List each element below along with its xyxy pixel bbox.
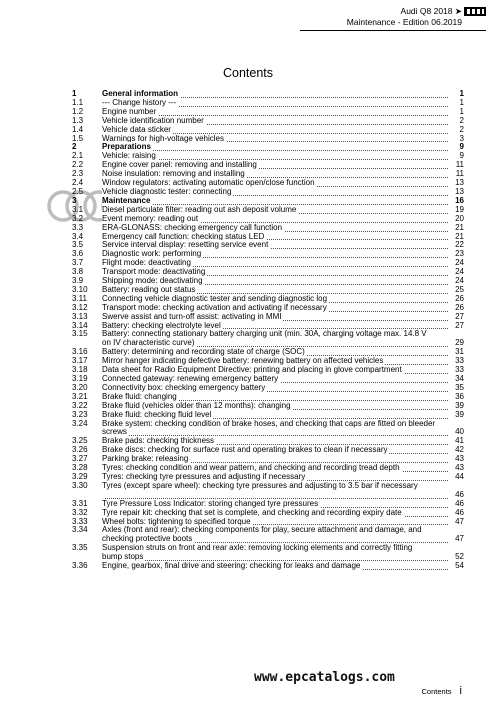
toc-entry-number: 3.4 xyxy=(72,231,84,241)
toc-entry-label-continued: checking protective boots xyxy=(102,534,193,544)
toc-entry-label: Battery: checking electrolyte level xyxy=(102,320,221,330)
toc-entry-number: 1.5 xyxy=(72,133,84,143)
toc-entry-number: 3.20 xyxy=(72,382,88,392)
toc-entry-number: 3.24 xyxy=(72,418,88,428)
toc-entry[interactable] xyxy=(72,526,464,544)
toc-entry-label-continued xyxy=(102,490,104,499)
toc-entry-number: 3.10 xyxy=(72,284,88,294)
toc-entry-label-continued: on IV characteristic curve) xyxy=(102,338,195,348)
toc-entry-label: Transport mode: checking activation and activating if necessary xyxy=(102,302,327,312)
toc-entry-label: Brake pads: checking thickness xyxy=(102,436,215,446)
toc-entry-label: Shipping mode: deactivating xyxy=(102,276,203,286)
toc-entry-label: Data sheet for Radio Equipment Directive: printing and placing in glove compartment xyxy=(102,365,402,375)
toc-entry-number: 1.3 xyxy=(72,115,84,125)
toc-entry-label: Preparations xyxy=(102,142,151,152)
toc-entry-label: ERA-GLONASS: checking emergency call function xyxy=(102,222,283,232)
toc-entry-label: Engine, gearbox, final drive and steering: checking for leaks and damage xyxy=(102,561,361,571)
toc-entry-label: Event memory: reading out xyxy=(102,213,199,223)
header xyxy=(347,6,462,28)
toc-entry-page: 36 xyxy=(448,393,464,402)
toc-entry-number: 3 xyxy=(72,195,77,205)
toc-entry-number: 3.7 xyxy=(72,258,84,268)
toc-entry-number: 3.9 xyxy=(72,276,84,286)
toc-entry-page: 16 xyxy=(448,197,464,206)
toc-entry-number: 3.23 xyxy=(72,409,88,419)
toc-entry-number: 2.2 xyxy=(72,160,84,170)
toc-entry-label: Axles (front and rear): checking components for play, secure attachment and damage, and xyxy=(102,525,422,535)
toc-entry-label: Warnings for high-voltage vehicles xyxy=(102,133,224,143)
website-watermark: www.epcatalogs.com xyxy=(254,670,395,685)
toc-entry-page: 40 xyxy=(448,428,464,437)
toc-entry-page: 42 xyxy=(448,446,464,455)
toc-entry-page: 25 xyxy=(448,286,464,295)
toc-entry-label: Vehicle diagnostic tester: connecting xyxy=(102,186,232,196)
toc-entry-page: 46 xyxy=(448,491,464,500)
toc-entry-page: 24 xyxy=(448,259,464,268)
toc-entry-number: 3.21 xyxy=(72,391,88,401)
toc-entry-page: 43 xyxy=(448,455,464,464)
toc-entry-page: 2 xyxy=(448,126,464,135)
toc-entry-label: Wheel bolts: tightening to specified torque xyxy=(102,516,251,526)
toc-entry-number: 3.11 xyxy=(72,293,87,303)
toc-entry-page: 9 xyxy=(448,152,464,161)
toc-entry-number: 3.34 xyxy=(72,525,88,535)
toc-entry-page: 9 xyxy=(448,143,464,152)
toc-entry-page: 54 xyxy=(448,562,464,571)
audi-badge-icon xyxy=(464,7,486,16)
toc-entry-label: Transport mode: deactivating xyxy=(102,267,206,277)
toc-entry-number: 3.8 xyxy=(72,267,84,277)
toc-entry-page: 33 xyxy=(448,357,464,366)
toc-entry-number: 3.3 xyxy=(72,222,84,232)
toc-entry-page: 11 xyxy=(448,161,464,170)
toc-entry-page: 47 xyxy=(448,518,464,527)
toc-entry-page: 19 xyxy=(448,206,464,215)
toc-entry-label: Noise insulation: removing and installing xyxy=(102,169,245,179)
toc-entry[interactable] xyxy=(72,562,464,571)
toc-entry-page: 52 xyxy=(448,553,464,562)
toc-entry-number: 3.22 xyxy=(72,400,88,410)
toc-entry-label: Battery: connecting stationary battery charging unit (min. 30A, charging voltage max. 14.8 V xyxy=(102,329,427,339)
toc-entry-label: Tyres: checking condition and wear pattern, and checking and recording tread depth xyxy=(102,463,400,473)
toc-entry-label: Connectivity box: checking emergency battery xyxy=(102,382,266,392)
toc-entry-page: 26 xyxy=(448,304,464,313)
toc-entry-number: 3.33 xyxy=(72,516,88,526)
toc-entry-page: 39 xyxy=(448,411,464,420)
toc-entry-label: Window regulators: activating automatic open/close function xyxy=(102,178,315,188)
table-of-contents xyxy=(72,90,464,571)
toc-entry-page: 29 xyxy=(448,339,464,348)
toc-entry-page: 46 xyxy=(448,509,464,518)
toc-entry-label: Battery: reading out status xyxy=(102,284,196,294)
toc-entry-label: Service interval display: resetting service event xyxy=(102,240,269,250)
toc-entry-label: Tyre Pressure Loss Indicator: storing changed tyre pressures xyxy=(102,498,319,508)
toc-entry-label: Suspension struts on front and rear axle: removing locking elements and correctly fitting xyxy=(102,543,413,553)
toc-entry-page: 34 xyxy=(448,375,464,384)
toc-entry-page: 41 xyxy=(448,437,464,446)
toc-entry-label-continued: bump stops xyxy=(102,552,144,562)
toc-entry-number: 2.5 xyxy=(72,186,84,196)
toc-entry-label: Swerve assist and turn-off assist: activating in MMI xyxy=(102,311,282,321)
toc-entry-page: 27 xyxy=(448,322,464,331)
toc-entry-page: 3 xyxy=(448,135,464,144)
footer-section: Contents xyxy=(421,687,452,696)
toc-entry-page: 13 xyxy=(448,179,464,188)
toc-entry-label: Battery: determining and recording state of charge (SOC) xyxy=(102,347,305,357)
toc-entry-page: 1 xyxy=(448,90,464,99)
toc-entry-number: 3.14 xyxy=(72,320,88,330)
toc-entry-label: Brake discs: checking for surface rust and operating brakes to clean if necessary xyxy=(102,445,388,455)
toc-entry-number: 3.2 xyxy=(72,213,84,223)
toc-entry-label: Vehicle identification number xyxy=(102,115,204,125)
toc-entry-number: 3.36 xyxy=(72,561,88,571)
toc-entry-page: 21 xyxy=(448,233,464,242)
toc-entry-number: 1.2 xyxy=(72,106,84,116)
toc-entry-page: 31 xyxy=(448,348,464,357)
toc-entry-label: Brake fluid (vehicles older than 12 months): changing xyxy=(102,400,291,410)
toc-entry-number: 3.19 xyxy=(72,374,88,383)
toc-entry-label: Diagnostic work: performing xyxy=(102,249,202,259)
toc-entry-number: 3.30 xyxy=(72,480,88,490)
toc-entry-page: 13 xyxy=(448,188,464,197)
toc-entry-number: 3.6 xyxy=(72,249,84,259)
toc-entry-label: Brake system: checking condition of brake hoses, and checking that caps are fitted on bleeder xyxy=(102,418,436,428)
toc-entry-label: Maintenance xyxy=(102,195,151,205)
toc-entry-label: Brake fluid: checking fluid level xyxy=(102,409,212,419)
toc-entry-label-continued: screws xyxy=(102,427,127,437)
toc-entry-number: 2 xyxy=(72,142,77,152)
toc-entry-label: Parking brake: releasing xyxy=(102,454,189,464)
toc-entry-number: 3.16 xyxy=(72,347,88,357)
toc-entry-label: Diesel particulate filter: reading out ash deposit volume xyxy=(102,204,297,214)
toc-entry[interactable] xyxy=(72,544,464,562)
toc-entry[interactable] xyxy=(72,330,464,348)
toc-entry-number: 2.4 xyxy=(72,178,84,188)
toc-entry-page: 35 xyxy=(448,384,464,393)
toc-entry-page: 33 xyxy=(448,366,464,375)
toc-entry-label: General information xyxy=(102,89,179,98)
toc-entry-label: Connecting vehicle diagnostic tester and sending diagnostic log xyxy=(102,293,328,303)
toc-entry-label: Vehicle: raising xyxy=(102,151,156,161)
toc-entry-number: 3.25 xyxy=(72,436,88,446)
toc-entry-label: Flight mode: deactivating xyxy=(102,258,191,268)
toc-entry-label: Tyres: checking tyre pressures and adjusting if necessary xyxy=(102,471,306,481)
toc-entry-page: 44 xyxy=(448,473,464,482)
toc-entry-page: 23 xyxy=(448,250,464,259)
toc-entry-page: 22 xyxy=(448,241,464,250)
toc-entry-page: 11 xyxy=(448,170,464,179)
toc-entry-number: 2.1 xyxy=(72,151,84,161)
toc-entry-page: 43 xyxy=(448,464,464,473)
toc-entry-number: 3.5 xyxy=(72,240,84,250)
toc-entry[interactable] xyxy=(72,482,464,500)
toc-entry-number: 1.4 xyxy=(72,124,84,134)
page-title: Contents xyxy=(222,66,274,80)
toc-entry-label: Tyre repair kit: checking that set is complete, and checking and recording expiry date xyxy=(102,507,402,517)
toc-entry-label: Brake fluid: changing xyxy=(102,391,177,401)
toc-entry-page: 1 xyxy=(448,99,464,108)
toc-entry-number: 1 xyxy=(72,89,77,98)
toc-entry-number: 3.31 xyxy=(72,498,88,508)
toc-entry-label: Engine cover panel: removing and installing xyxy=(102,160,257,170)
toc-entry-number: 3.32 xyxy=(72,507,88,517)
toc-entry-number: 3.12 xyxy=(72,302,88,312)
toc-entry-page: 47 xyxy=(448,535,464,544)
toc-entry-number: 3.18 xyxy=(72,365,88,375)
toc-entry-number: 3.35 xyxy=(72,543,88,553)
toc-entry-page: 21 xyxy=(448,224,464,233)
toc-entry-label: Vehicle data sticker xyxy=(102,124,171,134)
toc-entry-label: Emergency call function: checking status LED xyxy=(102,231,265,241)
toc-entry-number: 3.13 xyxy=(72,311,88,321)
toc-entry-number: 2.3 xyxy=(72,169,84,179)
header-divider xyxy=(300,30,486,31)
footer-page: i xyxy=(459,685,462,697)
toc-entry-label: --- Change history --- xyxy=(102,97,177,107)
toc-entry-page: 1 xyxy=(448,108,464,117)
toc-entry-page: 26 xyxy=(448,295,464,304)
toc-entry-page: 2 xyxy=(448,117,464,126)
toc-entry[interactable] xyxy=(72,420,464,438)
toc-entry-label: Engine number xyxy=(102,106,157,116)
header-edition: Maintenance - Edition 06.2019 xyxy=(346,17,462,27)
toc-entry-page: 27 xyxy=(448,313,464,322)
toc-entry-page: 24 xyxy=(448,277,464,286)
toc-entry-label: Mirror hanger indicating defective battery: renewing battery on affected vehicles xyxy=(102,356,384,366)
toc-entry-page: 46 xyxy=(448,500,464,509)
toc-entry-number: 3.28 xyxy=(72,463,88,473)
toc-entry-number: 3.15 xyxy=(72,329,88,339)
toc-entry-page: 39 xyxy=(448,402,464,411)
toc-entry-number: 3.1 xyxy=(72,204,84,214)
toc-entry-label: Tyres (except spare wheel): checking tyre pressures and adjusting to 3.5 bar if necessary xyxy=(102,480,418,490)
header-model: Audi Q8 2018 ➤ xyxy=(400,6,462,16)
toc-entry-number: 3.27 xyxy=(72,454,88,464)
toc-entry-page: 20 xyxy=(448,215,464,224)
toc-entry-number: 3.26 xyxy=(72,445,88,455)
toc-entry-number: 3.29 xyxy=(72,471,88,481)
toc-entry-page: 24 xyxy=(448,268,464,277)
toc-entry-number: 3.17 xyxy=(72,356,88,366)
toc-entry-number: 1.1 xyxy=(72,97,84,107)
footer xyxy=(422,685,462,697)
toc-entry-label: Connected gateway: renewing emergency battery xyxy=(102,374,279,383)
